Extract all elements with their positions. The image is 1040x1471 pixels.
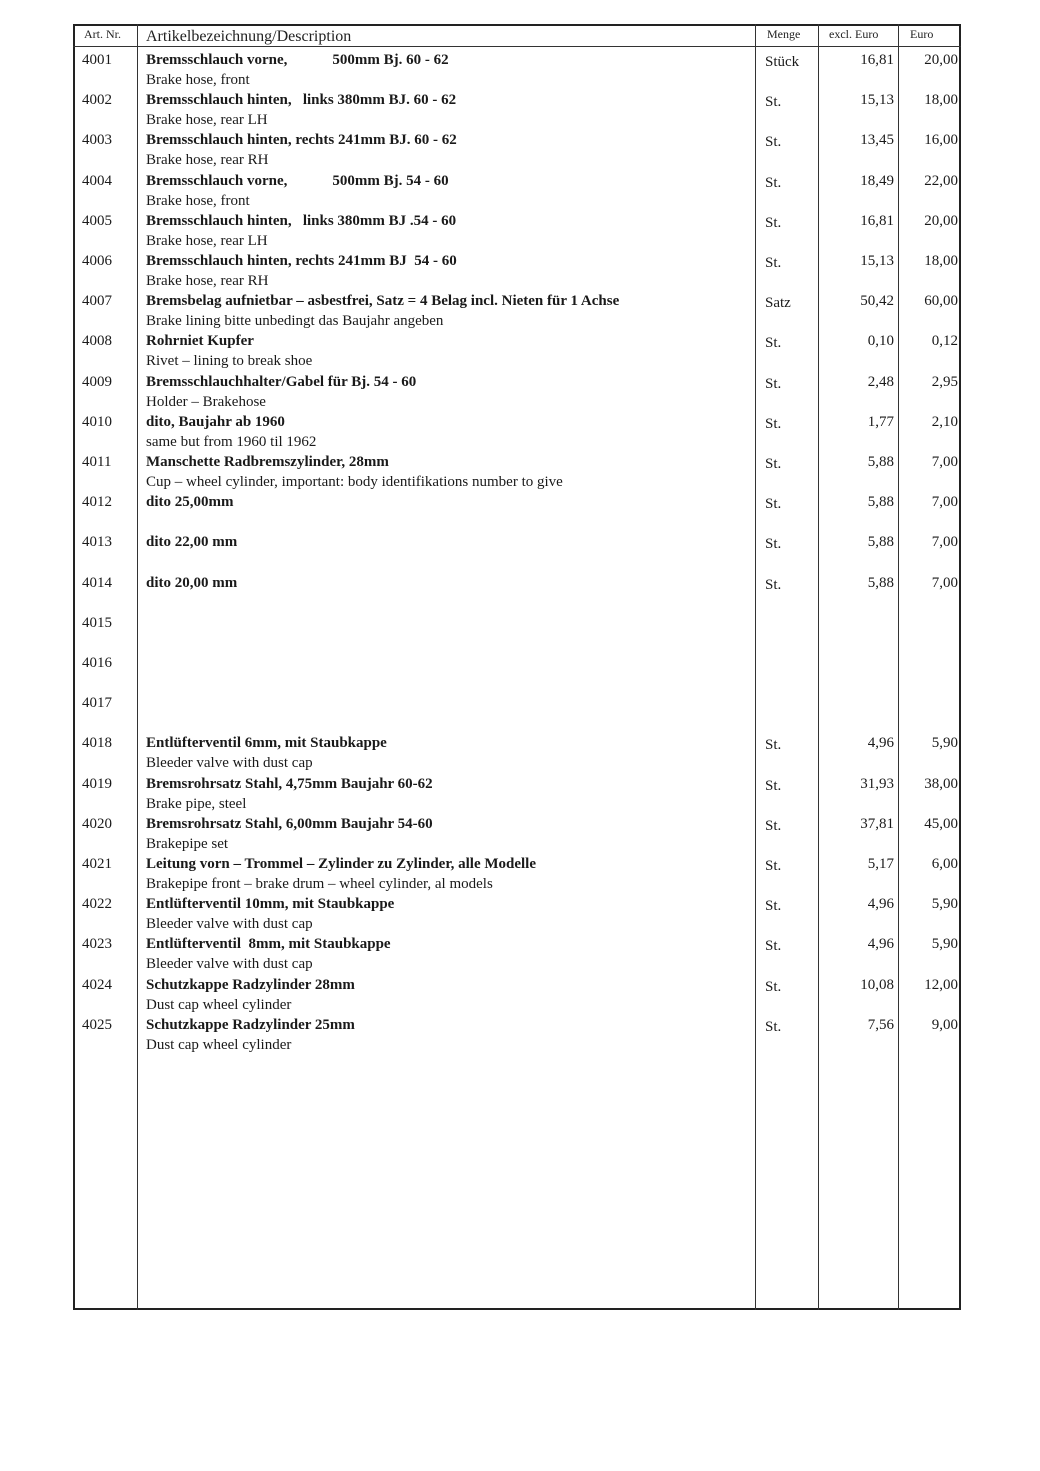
price-euro: 18,00 [924,92,958,109]
quantity-unit: Satz [765,295,791,312]
price-excl: 1,77 [867,413,894,430]
table-row [0,615,1040,655]
description-de: Schutzkappe Radzylinder 28mm [146,976,355,993]
article-number: 4007 [82,293,112,310]
description-en: same but from 1960 til 1962 [146,433,317,450]
header-description: Artikelbezeichnung/Description [146,28,352,45]
description-en: Bleeder valve with dust cap [146,916,313,933]
article-number: 4002 [82,92,112,109]
price-excl: 50,42 [860,293,894,310]
quantity-unit: St. [765,335,782,352]
article-number: 4018 [82,735,112,752]
article-number: 4016 [82,655,112,671]
price-euro: 2,95 [931,373,958,390]
price-euro: 12,00 [924,976,958,993]
quantity-unit: St. [765,134,782,151]
article-number: 4001 [82,52,112,68]
header-divider [73,46,961,47]
table-row [0,1017,1040,1057]
description-en: Brake hose, rear RH [146,152,269,169]
description-de: Schutzkappe Radzylinder 25mm [146,1016,355,1033]
description-en: Brakepipe set [146,835,229,852]
price-excl: 4,96 [867,896,894,913]
price-excl: 16,81 [860,212,894,229]
header-euro: Euro [910,27,934,41]
header-art-nr: Art. Nr. [84,27,121,41]
price-excl: 2,48 [867,373,894,390]
price-excl: 7,56 [867,1016,894,1033]
price-euro: 16,00 [924,132,958,149]
quantity-unit: St. [765,1018,782,1035]
quantity-unit: St. [765,978,782,995]
table-row [0,213,1040,253]
price-euro: 7,00 [931,574,958,591]
quantity-unit: St. [765,214,782,231]
table-row [0,494,1040,534]
quantity-unit: St. [765,496,782,513]
price-euro: 20,00 [924,52,958,68]
price-excl: 16,81 [860,52,894,68]
quantity-unit: St. [765,456,782,472]
table-row [0,936,1040,976]
price-euro: 18,00 [924,253,958,269]
price-euro: 38,00 [924,775,958,792]
price-excl: 5,88 [867,534,894,551]
table-row [0,253,1040,293]
description-de: Bremsbelag aufnietbar – asbestfrei, Satz = 4 Belag incl. Nieten für 1 Achse [146,293,620,310]
table-row [0,575,1040,615]
description-en: Brake hose, rear LH [146,232,268,249]
table-row [0,52,1040,92]
price-euro: 5,90 [931,936,958,953]
article-number: 4006 [82,253,112,269]
table-row [0,695,1040,735]
article-number: 4011 [82,454,112,470]
quantity-unit: St. [765,576,782,593]
article-number: 4020 [82,815,112,832]
description-en: Brake hose, rear LH [146,112,268,129]
article-number: 4005 [82,212,112,229]
description-en: Brake lining bitte unbedingt das Baujahr angeben [146,313,444,330]
price-euro: 7,00 [931,534,958,551]
description-de: Bremsrohrsatz Stahl, 4,75mm Baujahr 60-62 [146,775,433,792]
article-number: 4024 [82,976,112,993]
quantity-unit: Stück [765,54,800,70]
table-row [0,173,1040,213]
article-number: 4009 [82,373,112,390]
price-excl: 18,49 [860,172,894,189]
table-row [0,896,1040,936]
quantity-unit: St. [765,898,782,915]
quantity-unit: St. [765,737,782,754]
description-en: Cup – wheel cylinder, important: body identifikations number to give [146,474,563,490]
article-number: 4003 [82,132,112,149]
quantity-unit: St. [765,938,782,955]
price-euro: 5,90 [931,735,958,752]
price-euro: 20,00 [924,212,958,229]
price-euro: 60,00 [924,293,958,310]
table-row [0,374,1040,414]
price-excl: 4,96 [867,936,894,953]
table-row [0,333,1040,373]
price-euro: 0,12 [931,333,958,350]
quantity-unit: St. [765,817,782,834]
price-euro: 5,90 [931,896,958,913]
table-row [0,414,1040,454]
header-excl-euro: excl. Euro [829,27,879,41]
article-number: 4010 [82,413,112,430]
description-de: dito 20,00 mm [146,574,238,591]
quantity-unit: St. [765,777,782,794]
description-de: Bremsschlauch vorne, 500mm Bj. 54 - 60 [146,172,449,189]
price-euro: 9,00 [931,1016,958,1033]
description-de: Rohrniet Kupfer [146,333,254,350]
quantity-unit: St. [765,94,782,111]
table-row [0,977,1040,1017]
article-number: 4021 [82,856,112,872]
price-excl: 37,81 [860,815,894,832]
description-de: dito 22,00 mm [146,534,238,551]
description-de: Bremsschlauchhalter/Gabel für Bj. 54 - 60 [146,373,417,390]
price-euro: 6,00 [931,856,958,872]
description-en: Rivet – lining to break shoe [146,353,313,370]
description-de: Bremsrohrsatz Stahl, 6,00mm Baujahr 54-60 [146,815,433,832]
price-excl: 0,10 [867,333,894,350]
quantity-unit: St. [765,375,782,392]
description-de: Bremsschlauch hinten, links 380mm BJ. 60 - 62 [146,92,457,109]
description-de: Manschette Radbremszylinder, 28mm [146,454,389,470]
quantity-unit: St. [765,174,782,191]
price-euro: 7,00 [931,494,958,511]
table-row [0,454,1040,494]
description-en: Brake hose, rear RH [146,273,269,289]
description-de: Bremsschlauch vorne, 500mm Bj. 60 - 62 [146,52,449,68]
description-en: Holder – Brakehose [146,393,266,410]
description-en: Bleeder valve with dust cap [146,956,313,973]
quantity-unit: St. [765,255,782,271]
article-number: 4012 [82,494,112,511]
description-de: Bremsschlauch hinten, rechts 241mm BJ. 60 - 62 [146,132,457,149]
article-number: 4017 [82,695,112,712]
table-row [0,816,1040,856]
description-de: dito, Baujahr ab 1960 [146,413,285,430]
table-row [0,856,1040,896]
price-excl: 5,88 [867,574,894,591]
price-excl: 13,45 [860,132,894,149]
description-de: Bremsschlauch hinten, rechts 241mm BJ 54 - 60 [146,253,457,269]
price-euro: 22,00 [924,172,958,189]
price-euro: 7,00 [931,454,958,470]
article-number: 4019 [82,775,112,792]
description-de: Bremsschlauch hinten, links 380mm BJ .54 - 60 [146,212,457,229]
price-euro: 45,00 [924,815,958,832]
description-de: dito 25,00mm [146,494,234,511]
price-excl: 4,96 [867,735,894,752]
quantity-unit: St. [765,536,782,553]
price-excl: 5,17 [867,856,894,872]
description-en: Brakepipe front – brake drum – wheel cylinder, al models [146,876,493,892]
description-en: Brake hose, front [146,72,250,88]
table-row [0,655,1040,695]
table-row [0,534,1040,574]
description-de: Entlüfterventil 10mm, mit Staubkappe [146,896,395,913]
quantity-unit: St. [765,858,782,874]
article-number: 4008 [82,333,112,350]
description-de: Entlüfterventil 8mm, mit Staubkappe [146,936,391,953]
description-de: Leitung vorn – Trommel – Zylinder zu Zylinder, alle Modelle [146,856,537,872]
price-excl: 31,93 [860,775,894,792]
table-row [0,92,1040,132]
article-number: 4013 [82,534,112,551]
description-en: Dust cap wheel cylinder [146,1036,292,1053]
article-number: 4025 [82,1016,112,1033]
description-en: Brake hose, front [146,192,250,209]
table-row [0,776,1040,816]
article-number: 4004 [82,172,112,189]
table-row [0,293,1040,333]
price-excl: 5,88 [867,454,894,470]
article-number: 4022 [82,896,112,913]
article-number: 4015 [82,614,112,631]
description-de: Entlüfterventil 6mm, mit Staubkappe [146,735,387,752]
price-excl: 15,13 [860,92,894,109]
description-en: Bleeder valve with dust cap [146,755,313,772]
table-row [0,132,1040,172]
description-en: Dust cap wheel cylinder [146,996,292,1013]
table-row [0,735,1040,775]
price-excl: 10,08 [860,976,894,993]
price-euro: 2,10 [931,413,958,430]
article-number: 4023 [82,936,112,953]
article-number: 4014 [82,574,112,591]
description-en: Brake pipe, steel [146,795,247,812]
price-excl: 15,13 [860,253,894,269]
header-menge: Menge [767,27,801,41]
price-excl: 5,88 [867,494,894,511]
quantity-unit: St. [765,415,782,432]
